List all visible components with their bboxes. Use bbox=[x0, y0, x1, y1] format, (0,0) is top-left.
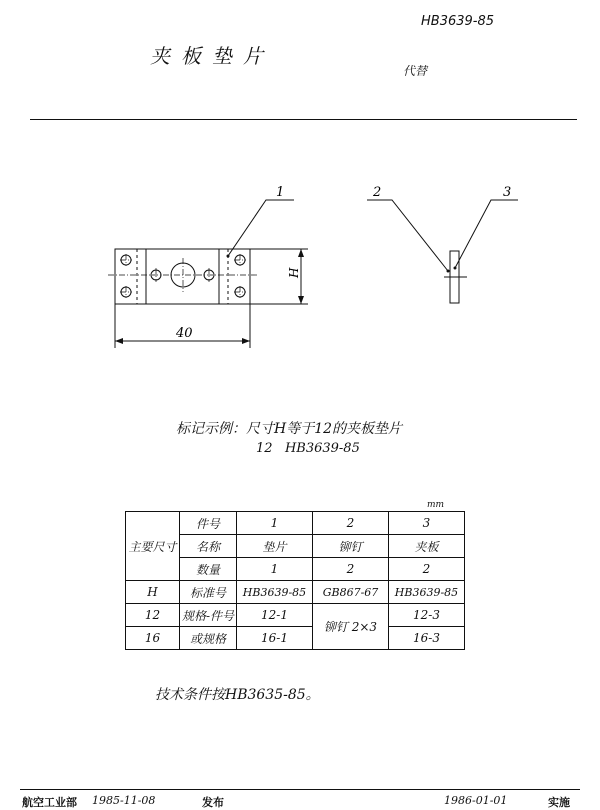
table-row bbox=[126, 512, 465, 535]
spec-cell: HB3639-85 bbox=[389, 581, 465, 604]
unit-label: mm bbox=[427, 500, 445, 510]
dimension-height-label: H bbox=[287, 267, 301, 278]
part-name: 铆钉 bbox=[313, 535, 389, 558]
spec-cell: 12-3 bbox=[389, 604, 465, 627]
callout-3-label: 3 bbox=[503, 185, 512, 200]
issue-date: 1985-11-08 bbox=[92, 794, 156, 807]
issuer: 航空工业部 bbox=[22, 796, 77, 809]
issue-label: 发布 bbox=[202, 796, 224, 809]
row-label: 标准号 bbox=[180, 581, 237, 604]
callout-1-leader bbox=[228, 200, 294, 256]
main-dim-label: 主要尺寸 bbox=[126, 512, 180, 581]
parts-table bbox=[125, 511, 465, 650]
col-label: 数量 bbox=[180, 558, 237, 581]
col-label: 名称 bbox=[180, 535, 237, 558]
clamp-plate-outline bbox=[115, 249, 250, 304]
dim-value: 16 bbox=[126, 627, 180, 650]
callout-2-label: 2 bbox=[373, 185, 382, 200]
page-title: 夹板垫片 bbox=[150, 44, 274, 68]
spec-cell: HB3639-85 bbox=[237, 581, 313, 604]
col-label: 件号 bbox=[180, 512, 237, 535]
row-label: 规格-件号 bbox=[180, 604, 237, 627]
part-qty: 2 bbox=[389, 558, 465, 581]
part-drawing bbox=[0, 170, 600, 360]
callout-2-leader bbox=[367, 200, 448, 271]
part-no: 2 bbox=[313, 512, 389, 535]
spec-cell: 16-3 bbox=[389, 627, 465, 650]
spec-cell: GB867-67 bbox=[313, 581, 389, 604]
header-rule bbox=[30, 119, 577, 120]
dimension-width-label: 40 bbox=[176, 326, 193, 341]
standard-number: HB3639-85 bbox=[421, 14, 495, 29]
part-no: 1 bbox=[237, 512, 313, 535]
spec-cell: 16-1 bbox=[237, 627, 313, 650]
part-qty: 2 bbox=[313, 558, 389, 581]
table-row bbox=[126, 604, 465, 627]
dim-value: 12 bbox=[126, 604, 180, 627]
part-name: 垫片 bbox=[237, 535, 313, 558]
replaces-label: 代替 bbox=[403, 64, 428, 78]
part-no: 3 bbox=[389, 512, 465, 535]
shim-outline bbox=[146, 249, 219, 304]
dim-value: H bbox=[126, 581, 180, 604]
technical-note: 技术条件按HB3635-85。 bbox=[155, 687, 320, 703]
spec-cell: 12-1 bbox=[237, 604, 313, 627]
row-label: 或规格 bbox=[180, 627, 237, 650]
marking-example-title: 标记示例：尺寸H等于12的夹板垫片 bbox=[176, 421, 403, 437]
effective-label: 实施 bbox=[548, 796, 570, 809]
callout-3-leader bbox=[455, 200, 518, 268]
footer-rule bbox=[20, 789, 580, 790]
rivet-spec-cell: 铆钉 2×3 bbox=[313, 604, 389, 650]
part-name: 夹板 bbox=[389, 535, 465, 558]
part-qty: 1 bbox=[237, 558, 313, 581]
table-row bbox=[126, 627, 465, 650]
table-row bbox=[126, 581, 465, 604]
effective-date: 1986-01-01 bbox=[444, 794, 508, 807]
marking-example-code: 12 HB3639-85 bbox=[256, 441, 360, 456]
callout-1-label: 1 bbox=[276, 185, 285, 200]
